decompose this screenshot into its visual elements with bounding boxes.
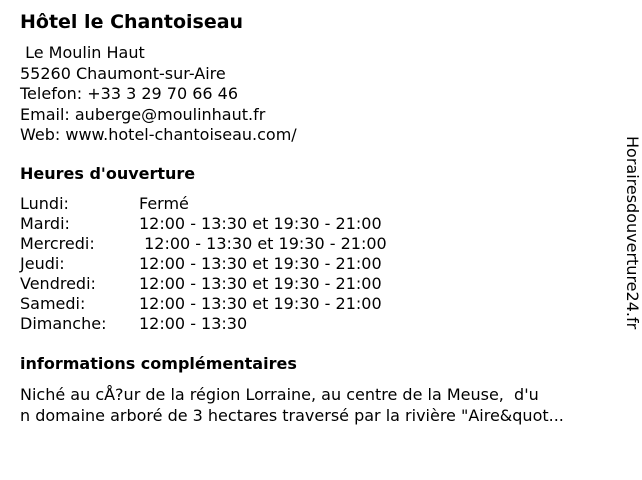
site-watermark: Horairesdouverture24.fr	[623, 136, 642, 330]
info-line-2: n domaine arboré de 3 hectares traversé par la rivière "Aire&quot...	[20, 406, 564, 425]
day-hours: 12:00 - 13:30 et 19:30 - 21:00	[139, 274, 382, 293]
email-text: Email: auberge@moulinhaut.fr	[20, 104, 266, 124]
day-label: Lundi:	[20, 194, 69, 213]
day-label: Samedi:	[20, 294, 86, 313]
page-title: Hôtel le Chantoiseau	[20, 11, 244, 33]
day-hours: 12:00 - 13:30 et 19:30 - 21:00	[139, 294, 382, 313]
day-label: Mardi:	[20, 214, 70, 233]
info-heading: informations complémentaires	[20, 354, 297, 373]
day-hours: 12:00 - 13:30	[139, 314, 248, 333]
address-street: Le Moulin Haut	[20, 43, 145, 62]
day-label: Mercredi:	[20, 234, 95, 253]
address-block	[20, 43, 297, 146]
day-label: Dimanche:	[20, 314, 107, 333]
hours-heading: Heures d'ouverture	[20, 164, 196, 183]
day-hours: 12:00 - 13:30 et 19:30 - 21:00	[139, 254, 382, 273]
day-label: Jeudi:	[20, 254, 65, 273]
website-text: Web: www.hotel-chantoiseau.com/	[20, 125, 297, 144]
day-label: Vendredi:	[20, 274, 96, 293]
phone-text: Telefon: +33 3 29 70 66 46	[20, 84, 239, 103]
info-description	[20, 384, 618, 426]
address-city: 55260 Chaumont-sur-Aire	[20, 63, 226, 83]
info-line-1: Niché au cÅ?ur de la région Lorraine, au centre de la Meuse, d'u	[20, 385, 539, 404]
day-hours: 12:00 - 13:30 et 19:30 - 21:00	[139, 214, 382, 233]
day-hours: 12:00 - 13:30 et 19:30 - 21:00	[139, 234, 387, 253]
day-hours: Fermé	[139, 194, 189, 213]
